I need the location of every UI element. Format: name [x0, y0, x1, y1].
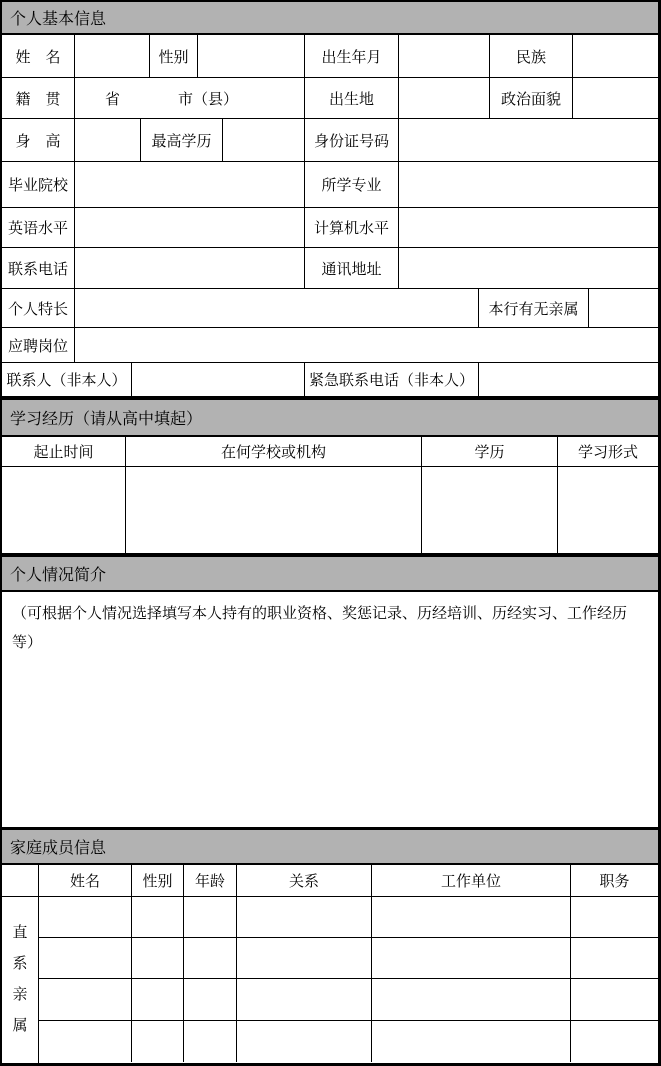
family-header-row: [2, 865, 658, 897]
contact-person-input-cell[interactable]: [132, 363, 305, 396]
fam1-age-input-cell[interactable]: [184, 897, 237, 937]
edu-study-form-input-cell[interactable]: [558, 467, 658, 553]
row-english-computer: [2, 208, 658, 248]
row-height-degree-id: [2, 119, 658, 162]
native-place-input-cell[interactable]: [75, 78, 305, 118]
row-name-gender-birth-ethnic: [2, 35, 658, 78]
emergency-phone-label: 紧急联系电话（非本人）: [305, 363, 479, 396]
fam2-age-input-cell[interactable]: [184, 938, 237, 978]
row-position-applied: [2, 328, 658, 363]
section-header-basic-info: [2, 2, 658, 35]
ethnicity-label: 民族: [490, 35, 573, 77]
row-emergency-contact: [2, 363, 658, 397]
birth-date-input-cell[interactable]: [399, 35, 490, 77]
section-title-profile: 个人情况简介: [10, 567, 107, 584]
fam2-workplace-input-cell[interactable]: [372, 938, 571, 978]
fam4-position-input-cell[interactable]: [571, 1021, 658, 1062]
fam3-name-input-cell[interactable]: [39, 979, 132, 1020]
gender-label: 性别: [150, 35, 198, 77]
edu-col-school: 在何学校或机构: [126, 437, 422, 466]
family-corner-cell: [2, 865, 39, 896]
mailing-address-input-cell[interactable]: [399, 248, 658, 288]
edu-school-input-cell[interactable]: [126, 467, 422, 553]
fam1-gender-input-cell[interactable]: [132, 897, 184, 937]
position-applied-label: 应聘岗位: [2, 328, 75, 362]
birthplace-label: 出生地: [305, 78, 399, 118]
family-rows: [39, 897, 658, 1063]
graduate-school-label: 毕业院校: [2, 162, 75, 207]
major-label: 所学专业: [305, 162, 399, 207]
emergency-phone-input-cell[interactable]: [479, 363, 658, 396]
native-place-label: 籍 贯: [2, 78, 75, 118]
gender-input-cell[interactable]: [198, 35, 305, 77]
section-title-family: 家庭成员信息: [10, 840, 107, 857]
fam2-name-input-cell[interactable]: [39, 938, 132, 978]
edu-col-study-form: 学习形式: [577, 445, 638, 461]
section-header-family: [2, 827, 658, 865]
section-header-education: [2, 397, 658, 437]
fam1-name-input-cell[interactable]: [39, 897, 132, 937]
city-county-label: 市（县）: [178, 91, 239, 108]
row-native-place: [2, 78, 658, 119]
province-label: 省: [105, 91, 121, 108]
fam3-age-input-cell[interactable]: [184, 979, 237, 1020]
section-title-education: 学习经历（请从高中填起）: [10, 411, 203, 428]
mailing-address-label: 通讯地址: [305, 248, 399, 288]
fam4-gender-input-cell[interactable]: [132, 1021, 184, 1062]
fam-col-relationship: 关系: [237, 865, 372, 896]
highest-degree-label: 最高学历: [141, 119, 223, 161]
edu-period-input-cell[interactable]: [2, 467, 126, 553]
position-applied-input-cell[interactable]: [75, 328, 658, 362]
height-input-cell[interactable]: [75, 119, 141, 161]
fam2-position-input-cell[interactable]: [571, 938, 658, 978]
fam-col-age: 年龄: [184, 865, 237, 896]
fam1-position-input-cell[interactable]: [571, 897, 658, 937]
row-school-major: [2, 162, 658, 208]
graduate-school-input-cell[interactable]: [75, 162, 305, 207]
name-input-cell[interactable]: [75, 35, 150, 77]
personal-strengths-label: 个人特长: [2, 289, 75, 327]
family-row-3: [39, 979, 658, 1021]
direct-relatives-label: 直系亲属: [12, 925, 28, 1034]
english-level-label: 英语水平: [2, 208, 75, 247]
family-row-2: [39, 938, 658, 979]
fam3-gender-input-cell[interactable]: [132, 979, 184, 1020]
contact-person-label: 联系人（非本人）: [2, 363, 132, 396]
family-row-group-label: [2, 897, 39, 1063]
profile-note-area[interactable]: [2, 592, 658, 827]
edu-degree-input-cell[interactable]: [422, 467, 558, 553]
bank-relatives-input-cell[interactable]: [589, 289, 658, 327]
major-input-cell[interactable]: [399, 162, 658, 207]
fam4-workplace-input-cell[interactable]: [372, 1021, 571, 1062]
fam-col-name: 姓名: [39, 865, 132, 896]
contact-phone-label: 联系电话: [2, 248, 75, 288]
political-status-input-cell[interactable]: [573, 78, 658, 118]
education-data-row: [2, 467, 658, 554]
height-label: 身 高: [2, 119, 75, 161]
edu-col-period: 起止时间: [2, 437, 126, 466]
fam2-relationship-input-cell[interactable]: [237, 938, 372, 978]
ethnicity-input-cell[interactable]: [573, 35, 658, 77]
fam3-relationship-input-cell[interactable]: [237, 979, 372, 1020]
education-header-row: [2, 437, 658, 467]
fam1-relationship-input-cell[interactable]: [237, 897, 372, 937]
fam3-workplace-input-cell[interactable]: [372, 979, 571, 1020]
fam1-workplace-input-cell[interactable]: [372, 897, 571, 937]
fam4-relationship-input-cell[interactable]: [237, 1021, 372, 1062]
fam3-position-input-cell[interactable]: [571, 979, 658, 1020]
english-level-input-cell[interactable]: [75, 208, 305, 247]
computer-level-input-cell[interactable]: [399, 208, 658, 247]
contact-phone-input-cell[interactable]: [75, 248, 305, 288]
computer-level-label: 计算机水平: [305, 208, 399, 247]
fam-col-position: 职务: [599, 874, 630, 890]
family-body: [2, 897, 658, 1063]
section-header-profile: [2, 554, 658, 592]
bank-relatives-label: 本行有无亲属: [479, 289, 589, 327]
family-row-1: [39, 897, 658, 938]
id-number-input-cell[interactable]: [399, 119, 658, 161]
edu-col-degree: 学历: [422, 437, 558, 466]
fam4-age-input-cell[interactable]: [184, 1021, 237, 1062]
fam2-gender-input-cell[interactable]: [132, 938, 184, 978]
name-label: 姓 名: [2, 35, 75, 77]
id-number-label: 身份证号码: [305, 119, 399, 161]
personal-strengths-input-cell[interactable]: [75, 289, 479, 327]
political-status-label: 政治面貌: [490, 78, 573, 118]
birth-date-label: 出生年月: [305, 35, 399, 77]
birthplace-input-cell[interactable]: [399, 78, 490, 118]
row-phone-address: [2, 248, 658, 289]
fam-col-workplace: 工作单位: [372, 865, 571, 896]
family-row-4: [39, 1021, 658, 1062]
row-strengths-bank-relatives: [2, 289, 658, 328]
fam-col-gender: 性别: [132, 865, 184, 896]
profile-note-text: （可根据个人情况选择填写本人持有的职业资格、奖惩记录、历经培训、历经实习、工作经历等）: [12, 606, 628, 652]
fam4-name-input-cell[interactable]: [39, 1021, 132, 1062]
highest-degree-input-cell[interactable]: [223, 119, 305, 161]
section-title-basic-info: 个人基本信息: [10, 11, 107, 28]
